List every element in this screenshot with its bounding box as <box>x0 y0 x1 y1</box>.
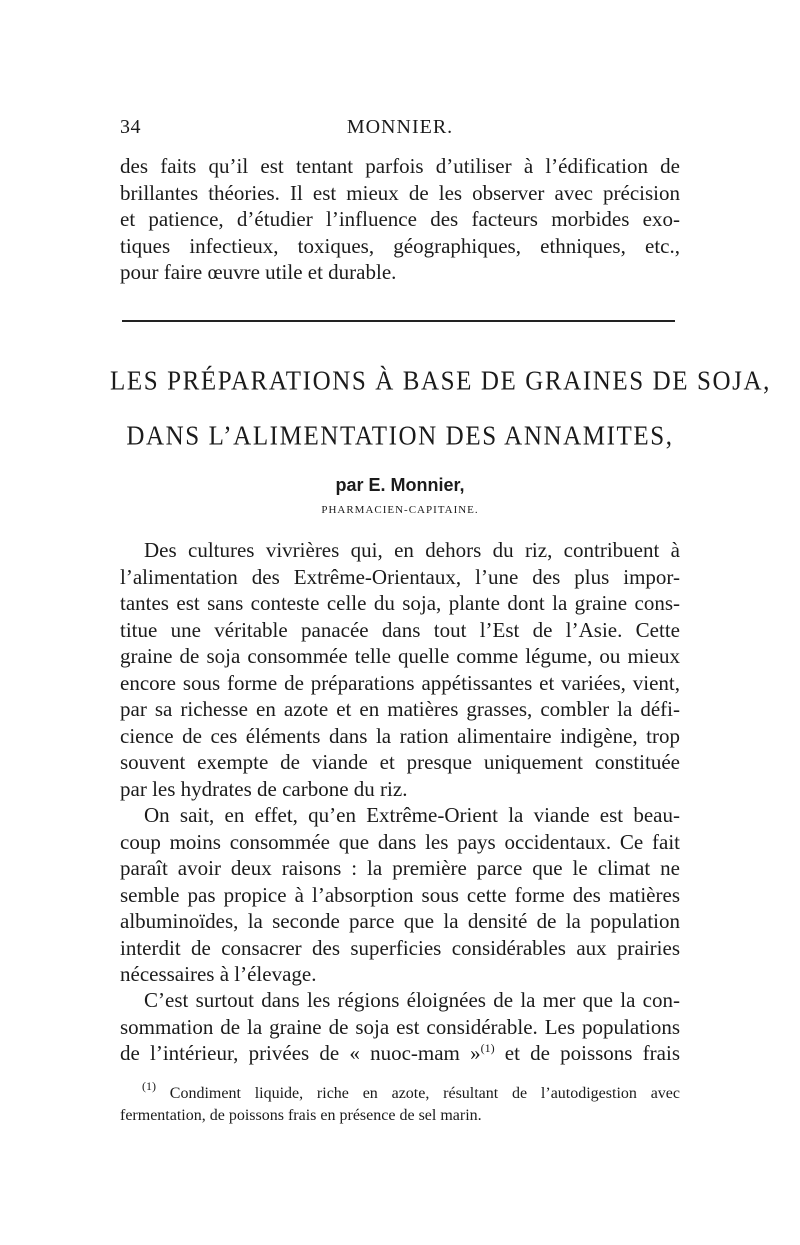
footnote-text: Condiment liquide, riche en azote, résultant de l’autodigestion avec <box>156 1085 680 1102</box>
text-line: tiques infectieux, toxiques, géographiques, ethniques, etc., <box>120 233 680 258</box>
footnote-marker: (1) <box>142 1079 156 1093</box>
paragraph-2 <box>120 802 680 988</box>
text-line: l’alimentation des Extrême-Orientaux, l’une des plus impor- <box>120 564 680 589</box>
text-line: graine de soja consommée telle quelle comme légume, ou mieux <box>120 644 680 668</box>
text-line: encore sous forme de préparations appétissantes et variées, vient, <box>120 670 680 695</box>
text-line: interdit de consacrer des superficies considérables aux prairies <box>120 935 680 960</box>
text-line-with-footnote-ref <box>120 1040 680 1067</box>
text-line: Des cultures vivrières qui, en dehors du riz, contribuent à <box>144 538 680 562</box>
text-line: On sait, en effet, qu’en Extrême-Orient la viande est beau- <box>144 803 680 827</box>
text-line: des faits qu’il est tentant parfois d’utiliser à l’édification de <box>120 154 680 178</box>
text-line: par sa richesse en azote et en matières grasses, combler la défi- <box>120 697 680 721</box>
author-affiliation: PHARMACIEN-CAPITAINE. <box>321 504 479 516</box>
footnote-line: fermentation, de poissons frais en présence de sel marin. <box>120 1107 482 1124</box>
paragraph-1 <box>120 537 680 802</box>
text-line: souvent exempte de viande et presque uniquement constituée <box>120 750 680 774</box>
page-number: 34 <box>120 116 141 138</box>
article-title-line-2: DANS L’ALIMENTATION DES ANNAMITES, <box>126 421 674 452</box>
text-line: C’est surtout dans les régions éloignées de la mer que la con- <box>144 988 680 1012</box>
text-line: albuminoïdes, la seconde parce que la densité de la population <box>120 909 680 933</box>
text-line: sommation de la graine de soja est considérable. Les populations <box>120 1014 680 1039</box>
section-divider <box>122 320 675 322</box>
text-line: coup moins consommée que dans les pays occidentaux. Ce fait <box>120 829 680 854</box>
text-segment: et de poissons frais <box>494 1041 680 1065</box>
footnote-reference[interactable]: (1) <box>480 1041 495 1055</box>
text-line: tantes est sans conteste celle du soja, plante dont la graine cons- <box>120 591 680 615</box>
running-head <box>120 116 680 144</box>
text-line: cience de ces éléments dans la ration alimentaire indigène, trop <box>120 723 680 748</box>
article-byline: par E. Monnier, <box>335 475 465 495</box>
text-segment: de l’intérieur, privées de « nuoc-mam » <box>120 1041 481 1065</box>
text-line: titue une véritable panacée dans tout l’Est de l’Asie. Cette <box>120 617 680 642</box>
text-line: brillantes théories. Il est mieux de les observer avec précision <box>120 180 680 205</box>
footnotes <box>120 1079 680 1127</box>
intro-paragraph <box>120 153 680 286</box>
article-title-line-1: LES PRÉPARATIONS À BASE DE GRAINES DE SOJA, <box>110 366 772 397</box>
text-line: nécessaires à l’élevage. <box>120 962 317 986</box>
text-line: semble pas propice à l’absorption sous cette forme des matières <box>120 882 680 907</box>
footnote-line <box>120 1079 680 1105</box>
text-line: paraît avoir deux raisons : la première parce que le climat ne <box>120 856 680 880</box>
text-line: et patience, d’étudier l’influence des facteurs morbides exo- <box>120 207 680 231</box>
text-line: pour faire œuvre utile et durable. <box>120 260 397 284</box>
paragraph-3 <box>120 987 680 1067</box>
running-head-author: MONNIER. <box>346 116 454 138</box>
text-line: par les hydrates de carbone du riz. <box>120 776 408 801</box>
